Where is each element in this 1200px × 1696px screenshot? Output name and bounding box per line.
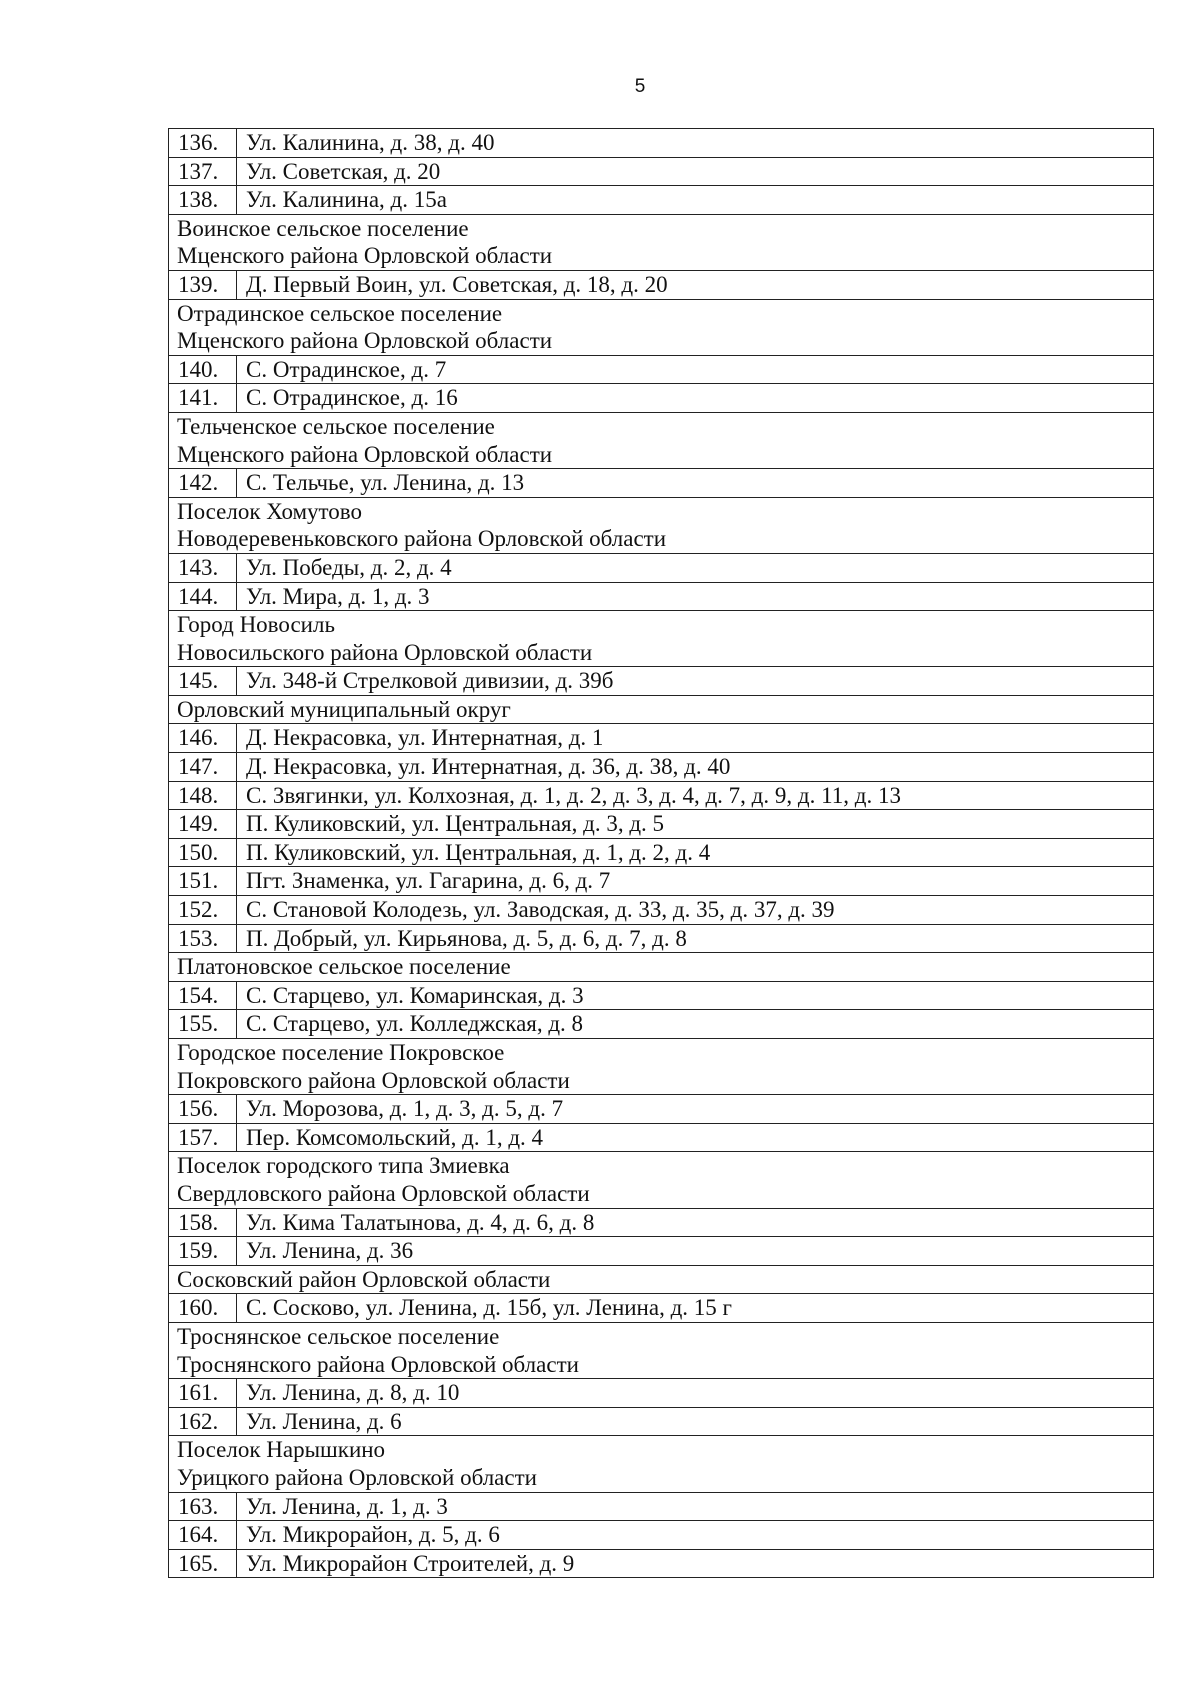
section-header-line: Сосковский район Орловской области bbox=[177, 1266, 551, 1292]
row-number: 154. bbox=[169, 981, 237, 1010]
table-row bbox=[169, 1549, 1154, 1578]
section-header-line: Поселок городского типа Змиевка bbox=[177, 1153, 510, 1179]
row-address: С. Тельчье, ул. Ленина, д. 13 bbox=[237, 469, 1154, 498]
section-header-line: Троснянское сельское поселение bbox=[177, 1323, 500, 1349]
section-header bbox=[169, 497, 1154, 553]
row-address: П. Добрый, ул. Кирьянова, д. 5, д. 6, д. 7, д. 8 bbox=[237, 924, 1154, 953]
table-row bbox=[169, 1521, 1154, 1550]
table-row bbox=[169, 1208, 1154, 1237]
table-row bbox=[169, 469, 1154, 498]
section-header-line: Воинское сельское поселение bbox=[177, 215, 469, 241]
row-address: П. Куликовский, ул. Центральная, д. 3, д. 5 bbox=[237, 810, 1154, 839]
row-number: 160. bbox=[169, 1294, 237, 1323]
section-header-row bbox=[169, 611, 1154, 667]
table-row bbox=[169, 1294, 1154, 1323]
table-row bbox=[169, 1237, 1154, 1266]
row-address: С. Сосково, ул. Ленина, д. 15б, ул. Ленина, д. 15 г bbox=[237, 1294, 1154, 1323]
section-header-line: Покровского района Орловской области bbox=[177, 1067, 570, 1093]
row-address: Д. Первый Воин, ул. Советская, д. 18, д. 20 bbox=[237, 270, 1154, 299]
row-address: Ул. Кима Талатынова, д. 4, д. 6, д. 8 bbox=[237, 1208, 1154, 1237]
section-header bbox=[169, 214, 1154, 270]
table-row bbox=[169, 1010, 1154, 1039]
table-row bbox=[169, 810, 1154, 839]
row-number: 159. bbox=[169, 1237, 237, 1266]
row-address: Ул. Калинина, д. 15а bbox=[237, 186, 1154, 215]
row-number: 140. bbox=[169, 355, 237, 384]
section-header-line: Новосильского района Орловской области bbox=[177, 639, 593, 665]
row-number: 158. bbox=[169, 1208, 237, 1237]
row-number: 163. bbox=[169, 1492, 237, 1521]
section-header-row bbox=[169, 953, 1154, 982]
row-address: Д. Некрасовка, ул. Интернатная, д. 1 bbox=[237, 724, 1154, 753]
section-header-line: Поселок Хомутово bbox=[177, 498, 363, 524]
row-number: 157. bbox=[169, 1123, 237, 1152]
row-number: 156. bbox=[169, 1095, 237, 1124]
table-row bbox=[169, 667, 1154, 696]
table-row bbox=[169, 355, 1154, 384]
section-header-line: Мценского района Орловской области bbox=[177, 243, 553, 269]
address-table-body bbox=[169, 129, 1154, 1578]
address-table bbox=[168, 128, 1154, 1578]
section-header-row bbox=[169, 497, 1154, 553]
row-number: 148. bbox=[169, 781, 237, 810]
section-header bbox=[169, 1322, 1154, 1378]
section-header bbox=[169, 412, 1154, 468]
section-header-line: Свердловского района Орловской области bbox=[177, 1180, 590, 1206]
row-number: 165. bbox=[169, 1549, 237, 1578]
row-address: Пгт. Знаменка, ул. Гагарина, д. 6, д. 7 bbox=[237, 867, 1154, 896]
row-number: 153. bbox=[169, 924, 237, 953]
row-address: Ул. Победы, д. 2, д. 4 bbox=[237, 553, 1154, 582]
section-header-line: Платоновское сельское поселение bbox=[177, 954, 511, 980]
table-row bbox=[169, 553, 1154, 582]
row-number: 136. bbox=[169, 129, 237, 158]
row-address: Ул. Мира, д. 1, д. 3 bbox=[237, 582, 1154, 611]
table-row bbox=[169, 1407, 1154, 1436]
row-number: 155. bbox=[169, 1010, 237, 1039]
row-address: С. Звягинки, ул. Колхозная, д. 1, д. 2, д. 3, д. 4, д. 7, д. 9, д. 11, д. 13 bbox=[237, 781, 1154, 810]
section-header-line: Мценского района Орловской области bbox=[177, 441, 553, 467]
section-header-line: Урицкого района Орловской области bbox=[177, 1464, 537, 1490]
row-number: 144. bbox=[169, 582, 237, 611]
row-address: Ул. Микрорайон, д. 5, д. 6 bbox=[237, 1521, 1154, 1550]
table-row bbox=[169, 1095, 1154, 1124]
row-number: 152. bbox=[169, 896, 237, 925]
row-address: С. Отрадинское, д. 7 bbox=[237, 355, 1154, 384]
section-header-row bbox=[169, 1322, 1154, 1378]
table-row bbox=[169, 270, 1154, 299]
table-row bbox=[169, 724, 1154, 753]
row-address: С. Старцево, ул. Колледжская, д. 8 bbox=[237, 1010, 1154, 1039]
section-header-line: Новодеревеньковского района Орловской области bbox=[177, 526, 667, 552]
row-number: 162. bbox=[169, 1407, 237, 1436]
table-row bbox=[169, 981, 1154, 1010]
row-address: Д. Некрасовка, ул. Интернатная, д. 36, д. 38, д. 40 bbox=[237, 753, 1154, 782]
table-row bbox=[169, 157, 1154, 186]
table-row bbox=[169, 1379, 1154, 1408]
table-row bbox=[169, 867, 1154, 896]
section-header-row bbox=[169, 1436, 1154, 1492]
section-header bbox=[169, 1152, 1154, 1208]
row-number: 146. bbox=[169, 724, 237, 753]
section-header-row bbox=[169, 695, 1154, 724]
section-header-row bbox=[169, 412, 1154, 468]
row-number: 137. bbox=[169, 157, 237, 186]
section-header bbox=[169, 299, 1154, 355]
section-header bbox=[169, 1265, 1154, 1294]
row-address: Ул. Калинина, д. 38, д. 40 bbox=[237, 129, 1154, 158]
section-header bbox=[169, 1436, 1154, 1492]
section-header-line: Орловский муниципальный округ bbox=[177, 696, 511, 722]
row-number: 145. bbox=[169, 667, 237, 696]
row-address: П. Куликовский, ул. Центральная, д. 1, д. 2, д. 4 bbox=[237, 838, 1154, 867]
table-row bbox=[169, 753, 1154, 782]
row-number: 150. bbox=[169, 838, 237, 867]
section-header-row bbox=[169, 1152, 1154, 1208]
row-address: Ул. Микрорайон Строителей, д. 9 bbox=[237, 1549, 1154, 1578]
row-address: Ул. Ленина, д. 6 bbox=[237, 1407, 1154, 1436]
table-row bbox=[169, 582, 1154, 611]
table-row bbox=[169, 924, 1154, 953]
section-header-line: Мценского района Орловской области bbox=[177, 328, 553, 354]
row-address: С. Старцево, ул. Комаринская, д. 3 bbox=[237, 981, 1154, 1010]
section-header-line: Город Новосиль bbox=[177, 612, 335, 638]
row-address: Ул. Морозова, д. 1, д. 3, д. 5, д. 7 bbox=[237, 1095, 1154, 1124]
table-row bbox=[169, 1123, 1154, 1152]
row-number: 142. bbox=[169, 469, 237, 498]
row-number: 147. bbox=[169, 753, 237, 782]
row-address: Ул. 348-й Стрелковой дивизии, д. 39б bbox=[237, 667, 1154, 696]
section-header-line: Троснянского района Орловской области bbox=[177, 1351, 579, 1377]
section-header bbox=[169, 695, 1154, 724]
row-address: Ул. Ленина, д. 8, д. 10 bbox=[237, 1379, 1154, 1408]
section-header-row bbox=[169, 299, 1154, 355]
row-address: Ул. Ленина, д. 1, д. 3 bbox=[237, 1492, 1154, 1521]
row-number: 151. bbox=[169, 867, 237, 896]
table-row bbox=[169, 129, 1154, 158]
section-header bbox=[169, 1039, 1154, 1095]
section-header bbox=[169, 953, 1154, 982]
row-number: 138. bbox=[169, 186, 237, 215]
row-number: 141. bbox=[169, 384, 237, 413]
section-header-row bbox=[169, 214, 1154, 270]
row-address: С. Отрадинское, д. 16 bbox=[237, 384, 1154, 413]
table-row bbox=[169, 1492, 1154, 1521]
table-row bbox=[169, 838, 1154, 867]
section-header-line: Отрадинское сельское поселение bbox=[177, 300, 503, 326]
row-address: С. Становой Колодезь, ул. Заводская, д. 33, д. 35, д. 37, д. 39 bbox=[237, 896, 1154, 925]
section-header bbox=[169, 611, 1154, 667]
row-number: 161. bbox=[169, 1379, 237, 1408]
row-address: Ул. Советская, д. 20 bbox=[237, 157, 1154, 186]
row-number: 149. bbox=[169, 810, 237, 839]
table-row bbox=[169, 896, 1154, 925]
table-row bbox=[169, 781, 1154, 810]
table-row bbox=[169, 384, 1154, 413]
section-header-row bbox=[169, 1039, 1154, 1095]
row-address: Пер. Комсомольский, д. 1, д. 4 bbox=[237, 1123, 1154, 1152]
section-header-line: Городское поселение Покровское bbox=[177, 1040, 505, 1065]
section-header-row bbox=[169, 1265, 1154, 1294]
row-number: 164. bbox=[169, 1521, 237, 1550]
row-address: Ул. Ленина, д. 36 bbox=[237, 1237, 1154, 1266]
section-header-line: Поселок Нарышкино bbox=[177, 1437, 386, 1463]
page-number: 5 bbox=[634, 76, 646, 97]
row-number: 143. bbox=[169, 553, 237, 582]
table-row bbox=[169, 186, 1154, 215]
section-header-line: Тельченское сельское поселение bbox=[177, 413, 495, 439]
row-number: 139. bbox=[169, 270, 237, 299]
